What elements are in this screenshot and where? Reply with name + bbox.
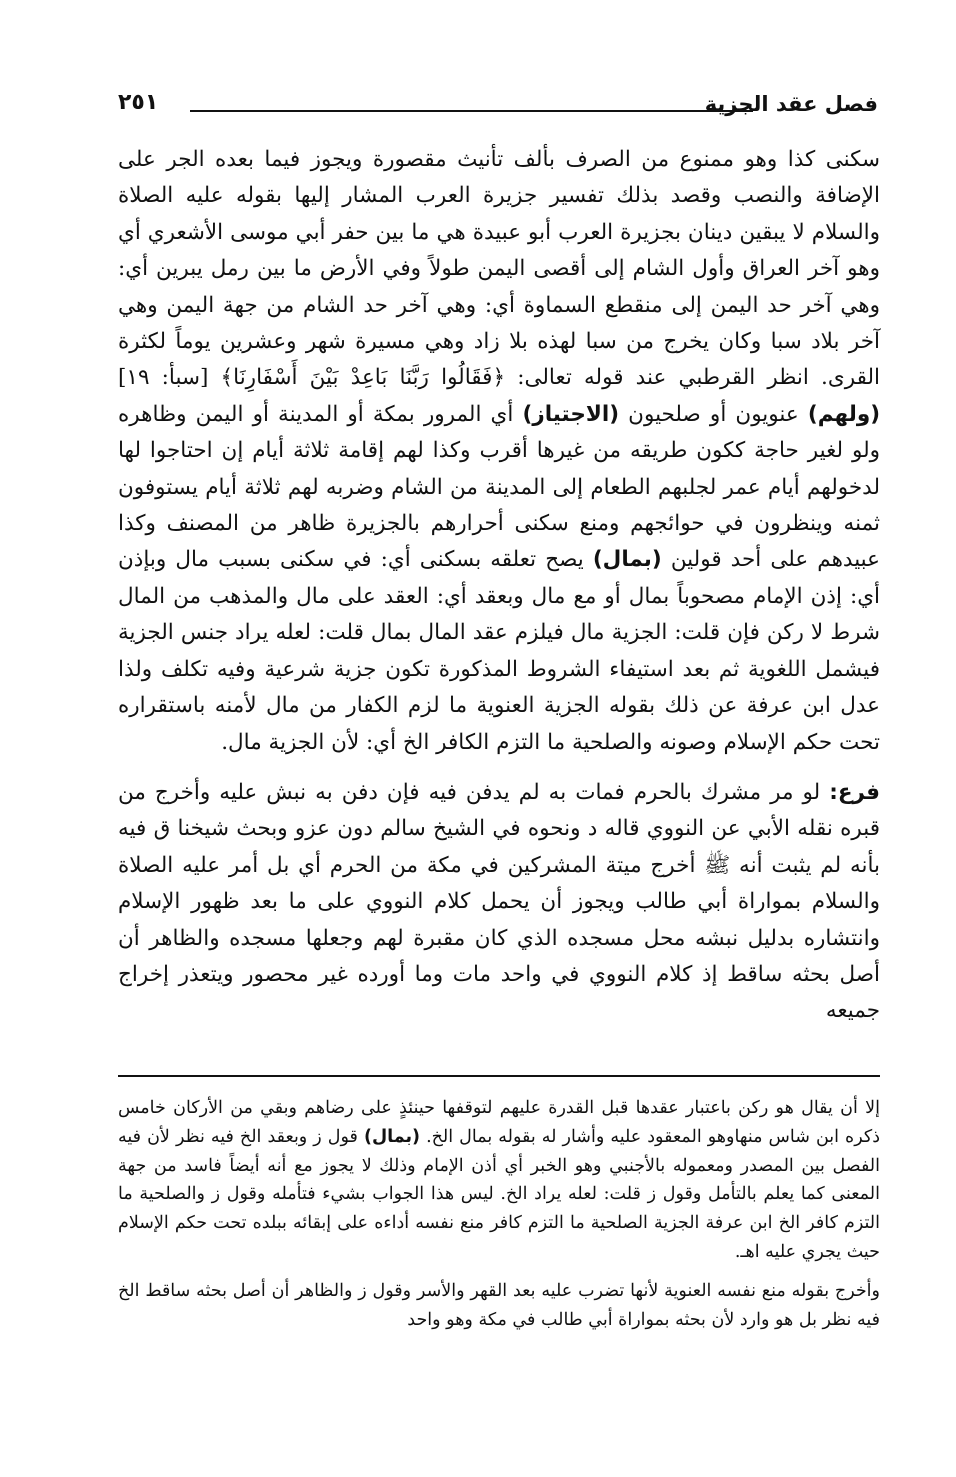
footnote-paragraph xyxy=(118,1094,880,1267)
footnote-segment: وأخرج بقوله منع نفسه العنوية لأنها تضرب عليه بعد القهر والأسر وقول ز والظاهر أن أصل بحثه ساقط الخ فيه نظر بل هو وارد لأن بحثه بمواراة أبي طالب في مكة وهو واحد xyxy=(118,1280,880,1330)
chapter-title: فصل عقد الجزية xyxy=(704,92,878,116)
footnotes xyxy=(118,1094,880,1334)
main-text-segment: لو مر مشرك بالحرم فمات به لم يدفن فيه فإن دفن به نبش عليه وأخرج من قبره نقله الأبي عن النووي قاله د ونحوه في الشيخ سالم دون عزو وبحث شيخنا ق فيه بأنه لم يثبت أنه ﷺ أخرج ميتة المشركين في مكة من الحرم أي بل أمر عليه الصلاة والسلام بمواراة أبي طالب ويجوز أن يحمل كلام النووي على ما بعد ظهور الإسلام وانتشاره بدليل نبشه محل مسجده الذي كان مقبرة لهم وجعلها مسجده والظاهر أن أصل بحثه ساقط إذ كلام النووي في واحد مات وما أورده غير محصور ويتعذر إخراج جميعه xyxy=(118,779,880,1024)
running-header xyxy=(118,88,878,128)
main-text-segment: أي المرور بمكة أو المدينة أو اليمن وظاهره ولو لغير حاجة ككون طريقه من غيرها أقرب وكذا لهم إقامة ثلاثة أيام إن احتاجوا لها لدخولهم أيام عمر لجلبهم الطعام إلى المدينة من الشام وضربه لهم ثلاثة أيام يستوفون ثمنه وينظرون في حوائجهم ومنع سكنى أحرارهم بالجزيرة ظاهر من المصنف وكذا عبيدهم على أحد قولين xyxy=(118,401,880,573)
bold-term: (بمال) xyxy=(592,547,662,573)
bold-term: فرع: xyxy=(829,779,880,805)
footnote-paragraph xyxy=(118,1277,880,1335)
bold-term: (الاجتياز) xyxy=(522,401,620,427)
footnote-segment: قول ز وبعقد الخ فيه نظر لأن فيه الفصل بين المصدر ومعموله بالأجنبي وهو الخبر أي أذن الإمام وذلك لا يجوز مع أنه أيضاً فاسد من جهة المعنى كما يعلم بالتأمل وقول ز قلت: لعله يراد الخ. ليس هذا الجواب بشيء فتأمله وقول ز والصلحية ما التزم كافر الخ ابن عرفة الجزية الصلحية ما التزم كافر منع نفسه أداءه على إبقائه ببلده تحت حكم الإسلام حيث يجري عليه اهـ. xyxy=(118,1126,880,1262)
footnote-separator xyxy=(118,1075,880,1077)
page-number: ٢٥١ xyxy=(118,90,159,115)
footnote-segment: إلا أن يقال هو ركن باعتبار عقدها قبل القدرة عليهم لتوقفها حينئذٍ على رضاهم وبقي من الأركان خامس ذكره ابن شاس منهاوهو المعقود عليه وأشار له بقوله بمال الخ. xyxy=(118,1098,880,1147)
bold-term: (ولهم) xyxy=(807,401,881,427)
main-text-segment: سكنى كذا وهو ممنوع من الصرف بألف تأنيث مقصورة ويجوز فيما بعده الجر على الإضافة والنصب وقصد بذلك تفسير جزيرة العرب المشار إليها بقوله عليه الصلاة والسلام لا يبقين دينان بجزيرة العرب أبو عبيدة هي ما بين حفر أبي موسى الأشعري أي وهو آخر العراق وأول الشام إلى أقصى اليمن طولاً وفي الأرض ما بين رمل يبرين أي: وهي آخر حد اليمن إلى منقطع السماوة أي: وهي آخر حد الشام من جهة اليمن وهي آخر بلاد سبا وكان يخرج من سبا لهذه بلا زاد وهي مسيرة شهر وعشرين يوماً لكثرة القرى. انظر القرطبي عند قوله تعالى: ﴿فَقَالُوا رَبَّنَا بَاعِدْ بَيْنَ أَسْفَارِنَا﴾ [سبأ: ١٩] xyxy=(118,147,880,391)
main-paragraph xyxy=(118,142,880,761)
main-text-segment: يصح تعلقه بسكنى أي: في سكنى بسبب مال وبإذن أي: إذن الإمام مصحوباً بمال أو مع مال وبعقد أي: العقد على مال والمذهب من المال شرط لا ركن فإن قلت: الجزية مال فيلزم عقد المال بمال قلت: لعله يراد جنس الجزية فيشمل اللغوية ثم بعد استيفاء الشروط المذكورة تكون جزية شرعية وفيه تكلف ولذا عدل ابن عرفة عن ذلك بقوله الجزية العنوية ما لزم الكفار من مال لأمنه باستقراره تحت حكم الإسلام وصونه والصلحية ما التزم الكافر الخ أي: لأن الجزية مال. xyxy=(118,547,880,755)
header-rule xyxy=(190,110,753,112)
main-text-segment: عنويون أو صلحيون xyxy=(628,401,799,427)
main-text xyxy=(118,142,880,1030)
main-paragraph xyxy=(118,775,880,1030)
bold-term: (بمال) xyxy=(363,1126,421,1147)
